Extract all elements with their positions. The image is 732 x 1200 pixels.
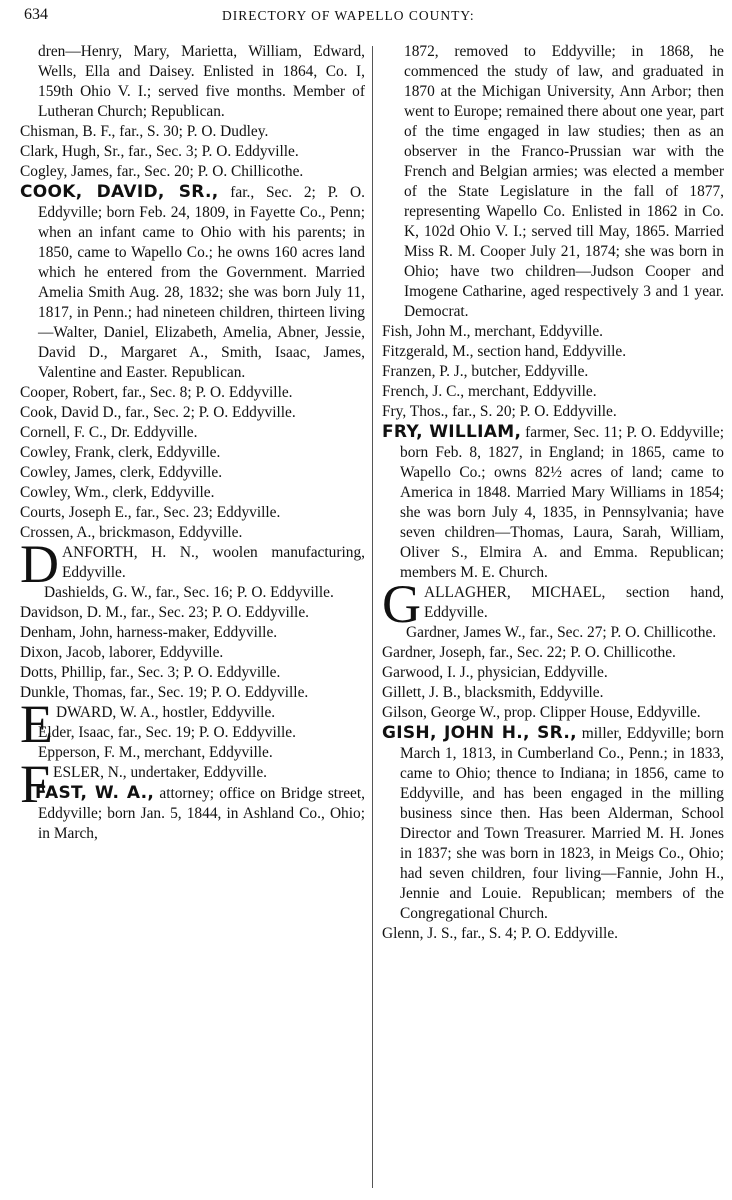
entry-name: Glenn, J. S.,: [382, 925, 458, 942]
entry-name: Gardner, Joseph,: [382, 644, 486, 661]
directory-entry: [20, 403, 365, 423]
directory-entry: [20, 523, 365, 543]
entry-details: Dr. Eddyville.: [106, 424, 198, 441]
entry-name: Courts, Joseph E.,: [20, 504, 132, 521]
page-header: [0, 6, 732, 28]
directory-entry: [20, 383, 365, 403]
entry-name: Cowley, Wm.,: [20, 484, 109, 501]
entry-details: far., Sec. 19; P. O. Eddyville.: [126, 684, 309, 701]
entry-details: far., S. 4; P. O. Eddyville.: [457, 925, 618, 942]
entry-name: Cowley, Frank,: [20, 444, 115, 461]
entry-details: hostler, Eddyville.: [158, 704, 276, 721]
biography-entry: [20, 182, 365, 383]
entry-name: Cowley, James,: [20, 464, 117, 481]
entry-name: ANFORTH, H. N.,: [62, 544, 199, 561]
entry-details: far., S. 20; P. O. Eddyville.: [448, 403, 617, 420]
drop-cap-initial: F: [20, 754, 51, 814]
column-divider: [372, 46, 373, 1188]
entry-name: COOK, DAVID, SR.,: [20, 182, 219, 202]
biography-entry: [382, 723, 724, 924]
entry-details: far., Sec. 20; P. O. Chillicothe.: [112, 163, 304, 180]
directory-entry: [382, 322, 724, 342]
directory-entry: [20, 423, 365, 443]
directory-entry: [20, 503, 365, 523]
directory-entry: [20, 443, 365, 463]
directory-entry: [20, 723, 365, 743]
entry-text: 1872, removed to Eddyville; in 1868, he commenced the study of law, and graduated in 1870 at the Michigan University, Ann Arbor; then went to Europe; remained there about one year, part of the time engaged in law studies; then as an observer in the Franco-Prussian war with the French and Belgian armies; was elected a member of the State Legislature in the fall of 1877, representing Wapello Co. Enlisted in 1862 in Co. K, 102d Ohio V. I.; served till May, 1865. Married Miss R. M. Cooper July 21, 1874; she was born in Ohio; have two children—Judson Cooper and Imogene Catharine, aged respectively 3 and 1 year. Democrat.: [404, 43, 724, 320]
left-column: [20, 42, 365, 844]
entry-name: Fish, John M.,: [382, 323, 471, 340]
entry-details: woolen manufacturing, Eddyville.: [62, 544, 365, 581]
entry-name: Garwood, I. J.,: [382, 664, 474, 681]
entry-details: far., Sec. 23; P. O. Eddyville.: [126, 604, 309, 621]
running-title: DIRECTORY OF WAPELLO COUNTY:: [222, 8, 475, 23]
entry-details: laborer, Eddyville.: [105, 644, 224, 661]
drop-cap-initial: D: [20, 534, 59, 594]
entry-details: attorney; office on Bridge street, Eddyville; born Jan. 5, 1844, in Ashland Co., Ohio; in March,: [38, 785, 365, 842]
directory-entry: [382, 402, 724, 422]
drop-cap-initial: E: [20, 694, 53, 754]
entry-details: section hand, Eddyville.: [424, 584, 725, 621]
entry-details: section hand, Eddyville.: [473, 343, 627, 360]
entry-details: far., S. 30; P. O. Dudley.: [115, 123, 269, 140]
directory-entry: [20, 623, 365, 643]
entry-details: butcher, Eddyville.: [467, 363, 589, 380]
entry-name: Denham, John,: [20, 624, 113, 641]
directory-entry: [382, 623, 724, 643]
directory-entry: [20, 683, 365, 703]
directory-entry: [382, 342, 724, 362]
entry-details: clerk, Eddyville.: [114, 444, 221, 461]
directory-entry: [382, 663, 724, 683]
entry-details: far., Sec. 27; P. O. Chillicothe.: [525, 624, 717, 641]
directory-entry: [382, 924, 724, 944]
directory-entry: [20, 643, 365, 663]
entry-name: Dixon, Jacob,: [20, 644, 106, 661]
page-number: 634: [24, 6, 48, 23]
entry-details: clerk, Eddyville.: [108, 484, 215, 501]
entry-name: Cooper, Robert,: [20, 384, 119, 401]
biography-entry: [382, 422, 724, 583]
entry-details: far., Sec. 22; P. O. Chillicothe.: [485, 644, 676, 661]
entry-name: Davidson, D. M.,: [20, 604, 127, 621]
entry-name: Gillett, J. B.,: [382, 684, 461, 701]
entry-name: French, J. C.,: [382, 383, 465, 400]
entry-details: brickmason, Eddyville.: [95, 524, 243, 541]
entry-name: Fitzgerald, M.,: [382, 343, 474, 360]
drop-cap-initial: G: [382, 574, 421, 634]
directory-entry: [382, 362, 724, 382]
entry-name: Cornell, F. C.,: [20, 424, 107, 441]
entry-details: merchant, Eddyville.: [470, 323, 604, 340]
entry-name: Dotts, Phillip,: [20, 664, 106, 681]
entry-details: far., Sec. 8; P. O. Eddyville.: [118, 384, 293, 401]
entry-name: Franzen, P. J.,: [382, 363, 468, 380]
entry-continuation: [38, 42, 365, 122]
directory-entry: [20, 142, 365, 162]
entry-name: Chisman, B. F.,: [20, 123, 116, 140]
entry-details: clerk, Eddyville.: [116, 464, 223, 481]
entry-details: merchant, Eddyville.: [140, 744, 273, 761]
directory-entry: [20, 603, 365, 623]
directory-entry: [20, 122, 365, 142]
directory-entry: [382, 382, 724, 402]
directory-entry: [20, 583, 365, 603]
entry-details: farmer, Sec. 11; P. O. Eddyville; born Feb. 8, 1827, in England; in 1865, came to Wapello Co.; owns 82½ acres of land; came to America in 1848. Married Mary Williams in 1854; she was born July 4, 1835, in Pennsylvania; have seven children—Thomas, Laura, Sarah, William, Oliver S., Elmira A. and Emma. Republican; members M. E. Church.: [400, 424, 724, 581]
entry-name: Dunkle, Thomas,: [20, 684, 127, 701]
entry-details: far., Sec. 23; Eddyville.: [131, 504, 281, 521]
entry-name: ESLER, N.,: [53, 764, 127, 781]
entry-details: far., Sec. 3; P. O. Eddyville.: [105, 664, 281, 681]
directory-entry: [20, 743, 365, 763]
entry-details: merchant, Eddyville.: [464, 383, 597, 400]
entry-name: Crossen, A.,: [20, 524, 96, 541]
right-column: [382, 42, 724, 944]
entry-details: prop. Clipper House, Eddyville.: [500, 704, 701, 721]
entry-details: far., Sec. 16; P. O. Eddyville.: [151, 584, 334, 601]
entry-name: Fry, Thos.,: [382, 403, 449, 420]
entry-text: dren—Henry, Mary, Marietta, William, Edward, Wells, Ella and Daisey. Enlisted in 1864, Co. I, 159th Ohio V. I.; served five months. Member of Lutheran Church; Republican.: [38, 43, 365, 120]
entry-details: harness-maker, Eddyville.: [112, 624, 278, 641]
directory-entry: [382, 703, 724, 723]
entry-details: far., Sec. 3; P. O. Eddyville.: [124, 143, 299, 160]
entry-details: far., Sec. 2; P. O. Eddyville; born Feb. 24, 1809, in Fayette Co., Penn; when an infant came to Ohio with his parents; in 1850, came to Wapello Co.; he owns 160 acres land which he entered from the Government. Married Amelia Smith Aug. 28, 1832; she was born July 11, 1817, in Penn.; had nineteen children, thirteen living—Walter, Daniel, Elizabeth, Amelia, Abner, Jessie, David D., Margaret A., Smith, Isaac, James, Valentine and Easter. Republican.: [38, 184, 365, 381]
entry-name: Gardner, James W.,: [406, 624, 526, 641]
directory-entry: [20, 162, 365, 182]
entry-name: ALLAGHER, MICHAEL,: [424, 584, 606, 601]
entry-name: Clark, Hugh, Sr.,: [20, 143, 125, 160]
entry-name: FAST, W. A.,: [35, 783, 155, 803]
directory-entry: [382, 643, 724, 663]
entry-name: DWARD, W. A.,: [56, 704, 159, 721]
directory-entry: [20, 483, 365, 503]
entry-name: Cogley, James,: [20, 163, 113, 180]
directory-entry: [382, 683, 724, 703]
directory-entry: [20, 463, 365, 483]
entry-name: Cook, David D.,: [20, 404, 122, 421]
biography-entry: [20, 783, 365, 844]
entry-details: far., Sec. 19; P. O. Eddyville.: [113, 724, 296, 741]
entry-details: undertaker, Eddyville.: [126, 764, 268, 781]
entry-name: GISH, JOHN H., SR.,: [382, 723, 577, 743]
entry-name: Epperson, F. M.,: [38, 744, 141, 761]
entry-details: far., Sec. 2; P. O. Eddyville.: [121, 404, 296, 421]
entry-details: miller, Eddyville; born March 1, 1813, in Cumberland Co., Penn.; in 1833, came to Ohio; thence to Indiana; in 1856, came to Eddyville, and has been engaged in the milling business since then. Has been Alderman, School Director and Town Treasurer. Married M. H. Jones in 1837; she was born in 1823, in Meigs Co., Ohio; had seven children, four living—Fannie, John H., Jennie and Louie. Republican; members of the Congregational Church.: [400, 725, 724, 922]
directory-entry: [20, 663, 365, 683]
entry-details: blacksmith, Eddyville.: [460, 684, 604, 701]
entry-name: Gilson, George W.,: [382, 704, 501, 721]
entry-name: Dashields, G. W.,: [44, 584, 152, 601]
entry-continuation: [404, 42, 724, 322]
entry-details: physician, Eddyville.: [473, 664, 608, 681]
entry-name: Elder, Isaac,: [38, 724, 114, 741]
entry-name: FRY, WILLIAM,: [382, 422, 522, 442]
